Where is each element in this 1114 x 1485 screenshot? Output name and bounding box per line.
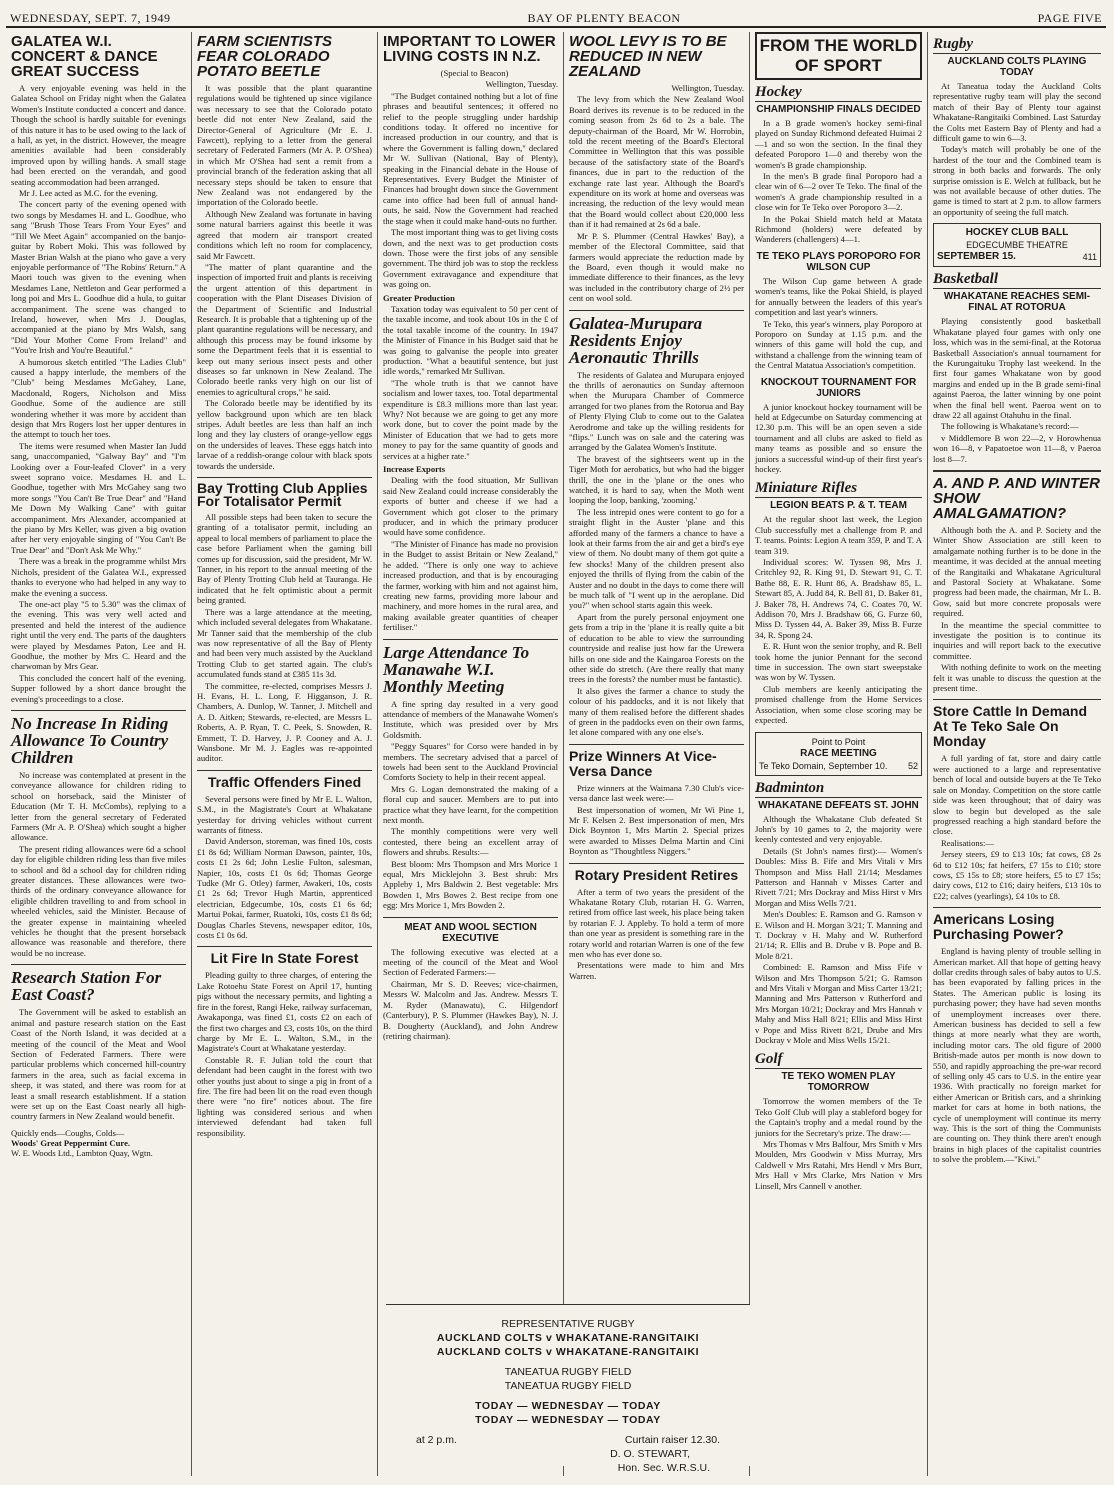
- paragraph: Mr J. Lee acted as M.C. for the evening.: [19, 188, 158, 199]
- ad-line: Quickly ends—Coughs, Colds—: [11, 1127, 125, 1138]
- paper-name: BAY OF PLENTY BEACON: [527, 11, 681, 25]
- article-research-station: [11, 969, 186, 1121]
- divider: [569, 744, 744, 745]
- article-store-cattle: [933, 704, 1101, 901]
- section-rugby: Rugby: [933, 36, 1101, 54]
- paragraph: The monthly competitions were very well contested, there being an excellent array of flowers and shrubs. Results:—: [383, 826, 558, 858]
- article-auckland-colts: [933, 56, 1101, 217]
- subheading: Greater Production: [383, 292, 455, 303]
- article-vice-versa-dance: [569, 749, 744, 857]
- column-6: [928, 32, 1106, 1476]
- headline: TE TEKO PLAYS POROPORO FOR WILSON CUP: [756, 250, 921, 273]
- notice-number: 52: [907, 760, 918, 771]
- paragraph: Although New Zealand was fortunate in having some natural barriers against this beetle it was agreed that modern air transport created conditions which left no room for complacency, said Mr Fawcett.: [197, 208, 372, 261]
- headline: KNOCKOUT TOURNAMENT FOR JUNIORS: [760, 376, 917, 399]
- headline: Large Attendance To Manawahe W.I. Monthly Meeting: [383, 642, 530, 696]
- paragraph: The levy from which the New Zealand Wool Board derives its revenue is to be reduced in the coming season from 2s 6d to 2s a bale. The deputy-chairman of the Board, Mr W. Horrobin, told the recent meeting of the Board's Electoral Committee in Wellington that this was possible because of the satisfactory state of the Board's finances, due in part to the reduction of the exchange rate last year. Although the Board's expenditure on its work at home and overseas was increasing, the reduction of the levy would mean that the Board would collect about £20,000 less than if it had remained at 2s 6d a bale.: [569, 94, 744, 230]
- article-basketball: [933, 291, 1101, 464]
- article-amalgamation: [933, 476, 1101, 694]
- paragraph: The bravest of the sightseers went up in the Tiger Moth for aerobatics, but who had the bigger thrill, the one in the 'plane or the ones who watched, it is hard to say, when the Moth went looping the loop, banking, 'zooming.': [569, 453, 744, 506]
- article-living-costs: [383, 34, 558, 633]
- divider: [197, 946, 372, 947]
- paragraph: A junior knockout hockey tournament will be held at Edgecumbe on Saturday commencing at 12.30 p.m. This will be an open seven a side tournament and all clubs are asked to field as many teams as possible and so ensure the juniors a successful wind-up of their first year's hockey.: [755, 401, 922, 474]
- article-junior-tournament: [755, 377, 922, 475]
- paragraph: Mrs Thomas v Mrs Balfour, Mrs Smith v Mrs Moulden, Mrs Goodwin v Miss Murray, Mrs Caldwell v Mrs Ratahi, Mrs Hendl v Mrs Burr, Mrs Hall v Mrs Clarke, Mrs Nation v Mrs Linsell, Mrs Cannell v another.: [755, 1139, 922, 1191]
- ad-line: at 2 p.m.: [416, 1434, 457, 1446]
- headline: Traffic Offenders Fined: [207, 773, 362, 790]
- newspaper-page: [6, 4, 1106, 1476]
- paragraph: Te Teko, this year's winners, play Poroporo at Poroporo on Sunday at 1.15 p.m. and the winners of this game will hold the cup, and withstand a challenge from the winning team of the Central Matatua Association's competition.: [755, 318, 922, 371]
- article-traffic-offenders: [197, 775, 372, 941]
- divider: [569, 310, 744, 311]
- divider: [11, 964, 186, 965]
- paragraph: Realisations:—: [941, 837, 994, 848]
- article-badminton: [755, 800, 922, 1046]
- paragraph: Constable R. F. Julian told the court that defendant had been caught in the forest with two other youths just about to singe a pig in front of a fire. The fire had been lit on the road even though there were "no fire" notices about. The fire lighting was considered serious and when interviewed defendant had taken full responsibility.: [197, 1054, 372, 1138]
- ad-row: [937, 251, 1097, 263]
- column-5: [750, 32, 928, 1476]
- headline: FARM SCIENTISTS FEAR COLORADO POTATO BEETLE: [197, 33, 333, 80]
- divider: [383, 639, 558, 640]
- paragraph: All possible steps had been taken to secure the granting of a totalisator permit, including an appeal to local members of parliament to place the case before Parliament when the gaming bill comes up for discussion, said the president, Mr W. Tanner, in his report to the annual meeting of the Bay of Plenty Trotting Club held at Tauranga. He indicated that he felt optimistic about a permit being granted.: [197, 512, 372, 606]
- section-golf: Golf: [755, 1051, 922, 1069]
- ad-line: EDGECUMBE THEATRE: [966, 240, 1068, 251]
- peppermint-cure-ad: [11, 1128, 186, 1158]
- headline: Bay Trotting Club Applies For Totalisator Permit: [197, 480, 368, 510]
- paragraph: Mrs G. Logan demonstrated the making of a floral cup and saucer. Members are to put into practice what they have learnt, for the competition next month.: [383, 783, 558, 825]
- article-legion-rifles: [755, 500, 922, 725]
- paragraph: Combined: E. Ramson and Miss Fife v Wilson and Mrs Thompson 5/21; G. Ramson and Mrs Vitali v Morgan and Miss Carter 13/21; Manning and Mrs Patterson v Rutherford and Mrs Morgan 10/21; Dockray and Mrs Hannah v Mahy and Miss Hall 8/21; Ellis and Miss Hirst v Pope and Miss Rivett 8/21, Drube and Mrs Dockray v Mole and Miss Wells 15/21.: [755, 962, 922, 1046]
- paragraph: The Colorado beetle may be identified by its yellow background upon which are ten black stripes. Adult beetles are less than half an inch long and they lay clusters of orange-yellow eggs on the undersides of leaves. These eggs hatch into larvae of a reddish-orange colour with black spots towards the underside.: [197, 398, 372, 471]
- headline: Store Cattle In Demand At Te Teko Sale On Monday: [933, 703, 1088, 750]
- paragraph: This concluded the concert half of the evening. Supper followed by a short dance brought the evening's proceedings to a close.: [11, 672, 186, 704]
- paragraph: The following executive was elected at a meeting of the council of the Meat and Wool Section of Federated Farmers:—: [383, 946, 558, 978]
- headline: CHAMPIONSHIP FINALS DECIDED: [756, 104, 921, 115]
- ad-line: Curtain raiser 12.30.: [624, 1434, 720, 1446]
- issue-date: WEDNESDAY, SEPT. 7, 1949: [10, 11, 171, 25]
- headline: IMPORTANT TO LOWER LIVING COSTS IN N.Z.: [383, 33, 556, 65]
- ad-line: TODAY — WEDNESDAY — TODAY: [475, 1400, 661, 1412]
- columns: [6, 32, 1106, 1476]
- paragraph: A humorous sketch entitled "The Ladies Club" caused a happy interlude, the members of the "Club" being Mesdames McGahey, Lane, Macdonald, Rogers, Nicholson and Miss Goodhue. Some of the audience are still wondering whether it was more by accident than design that Mrs Rogers lost her upper dentures in the attempt to touch her toes.: [11, 356, 186, 440]
- paragraph: A fine spring day resulted in a very good attendance of members of the Manawahe Women's Institute, which was presided over by Mrs Goldsmith.: [383, 698, 558, 740]
- headline: WOOL LEVY IS TO BE REDUCED IN NEW ZEALAND: [569, 33, 727, 80]
- paragraph: The items were resumed when Master Ian Judd sang, unaccompanied, "Galway Bay" and "I'm Looking over a Four-leafed Clover" in a very sweet soprano voice. Mesdames H. and L. Goodhue, together with Mrs McGahey sang two more songs "You Can't Be True Dear" and "Hand Me Down My Walking Cane" with guitar accompaniment. Mrs Alexander, accompanied at the piano by Mrs Keller, was given a big ovation after her very enjoyable singing of "You Can't Be True Dear" and "Don't Ask Me Why.": [11, 440, 186, 555]
- paragraph: The one-act play "5 to 5.30" was the climax of the evening. This was very well acted and presented and held the interest of the audience right until the very end. The parts of the daughters were played by Mesdames Paton, Lee and H. Goodhue, the mother by Mrs C. Heard and the charwoman by Mrs Gear.: [11, 598, 186, 672]
- dateline: Wellington, Tuesday.: [671, 83, 744, 93]
- paragraph: The less intrepid ones were content to go for a straight flight in the Auster 'plane and this afforded many of the farmers a chance to have a look at their farms from the air and get a bird's eye view of them. No doubt many of them got quite a few shocks! Many of the children present also enjoyed the thrills of flying from the cabin of the Auster and no doubt in the days to come there will be much talk of "I went up in the aeroplane. Did you?" when school starts again this week.: [569, 506, 744, 611]
- article-wilson-cup: [755, 251, 922, 371]
- headline: AUCKLAND COLTS PLAYING TODAY: [947, 56, 1087, 78]
- headline: Research Station For East Coast?: [11, 968, 162, 1005]
- paragraph: In the Pokai Shield match held at Matata Richmond (holders) were defeated by Wanderers (challengers) 4—1.: [755, 213, 922, 245]
- paragraph: The committee, re-elected, comprises Messrs J. H. Evans, H. L. Long, F. Higganson, J. R. Chambers, A. Dunlop, W. Tanner, J. Mitchell and A. D. Aitken; Stewards, re-elected, are Messrs L. Roberts, A. P. Ryan, T. C. Peek, S. Snowden, R. Emmett, T. D. Harvey, J. P. Cooney and A. J. Wansbone. Mr M. J. Eagles was re-appointed auditor.: [197, 680, 372, 764]
- paragraph: There was a large attendance at the meeting, which included several delegates from Whakatane. Mr Tanner said that the membership of the club was now representative of all the Bay of Plenty and had been very much assisted by the Auckland Trotting Club to get started again. The club's accumulated funds stand at £385 11s 3d.: [197, 606, 372, 680]
- dateline: Wellington, Tuesday.: [485, 79, 558, 90]
- paragraph: At the regular shoot last week, the Legion Club successfully met a challenge from P. and T. teams. Points: Legion A team 359, P. and T. A team 319.: [755, 514, 922, 556]
- representative-rugby-ad: [386, 1304, 750, 1474]
- headline: A. AND P. AND WINTER SHOW AMALGAMATION?: [933, 474, 1100, 522]
- paragraph: Apart from the purely personal enjoyment one gets from a trip in the 'plane it is really quite a bit of education to be able to view the surrounding countryside and realise just how far the Urewera hills on one side and the Kaingaroa Forests on the other side do stretch. (Are there really that many trees in the forests? the number must be fantastic).: [569, 611, 744, 685]
- paragraph: Men's Doubles: E. Ramson and G. Ramson v E. Wilson and H. Morgan 3/21; T. Manning and T. Dockray v H. Mahy and W. Rutherford 21/14; R. Ellis and B. Drube v B. Pope and B. Mole 8/21.: [755, 909, 922, 961]
- headline: GALATEA W.I. CONCERT & DANCE GREAT SUCCESS: [11, 33, 158, 80]
- section-basketball: Basketball: [933, 271, 1101, 289]
- divider: [11, 710, 186, 711]
- article-state-forest-fire: [197, 951, 372, 1138]
- article-aeronautic-thrills: [569, 315, 744, 738]
- article-galatea-concert: [11, 34, 186, 704]
- headline: LEGION BEATS P. & T. TEAM: [770, 500, 907, 512]
- divider: [933, 470, 1101, 472]
- ad-line: TANEATUA RUGBY FIELD: [504, 1380, 632, 1392]
- paragraph: The Government will be asked to establish an animal and pasture research station on the East Coast of the North Island, it was decided at a meeting of the council of the Meat and Wool Section of Federated Farmers. There were particular problems which concerned hill-country farmers in the area, such as facial excema in sheep, it was stated, and there was room for at least a small research establishment. If a station were set up on the East Coast nearly all high-country farmers in New Zealand would benefit.: [11, 1007, 186, 1122]
- ad-row: [386, 1433, 750, 1447]
- hockey-ball-ad: [933, 223, 1101, 267]
- sport-section-banner: FROM THE WORLD OF SPORT: [755, 32, 922, 80]
- paragraph: The concert party of the evening opened with two songs by Mesdames H. and L. Goodhue, who sang "Brush Those Tears From Your Eyes" and "Till We Meet Again" accompanied on the banjo-guitar by Robert Moki. This was followed by Master Brian Walsh at the piano who gave a very enjoyable performance of "The Robins' Return." A Maori touch was given to the evening when Mesdames Lane, Nettleton and Gear performed a long poi and Mrs L. Goodhue did a hula, to guitar accompaniment. The scene was changed to Ireland, however, when Mrs J. Douglas, accompanied at the piano by Mrs Walsh, sang "Did Your Mother Come From Ireland" and "You're Irish and You're Beautiful.": [11, 199, 186, 356]
- masthead: [6, 4, 1106, 28]
- column-4: [564, 32, 750, 1476]
- divider: [933, 907, 1101, 908]
- ad-line: AUCKLAND COLTS v WHAKATANE-RANGITAIKI: [436, 1346, 700, 1358]
- paragraph: At Taneatua today the Auckland Colts representative rugby team will play the second match of their Bay of Plenty tour against Whakatane-Rangitaiki Combined. Last Saturday the Colts met Eastern Bay of Plenty and had a difficult game to win 6—3.: [933, 81, 1101, 144]
- paragraph: England is having plenty of trouble selling in American market. All that hope of getting heavy dollar credits through sales of baby autos to U.S. has been evaporated by falling prices in the States. The American public is losing its purchasing power; they have had seven months of unemployment increases over there. American business has decided to sell a few things at more nearly what they are worth, including motor cars. The old figure of 2000 British-made autos per month is now down to 550, and rapidly approaching the pre-war record of selling only 45 cars to U.S. in the entire year 1936. With practically no foreign market for either American or British cars, and a shrinking market for cars at home in both nations, the cycle of unemployment will continue its merry way. This is the sort of thing the Communists are counting on. They think there aren't enough brains in high places of the capitalist countries to solve the problem.—"Kiwi.": [933, 946, 1101, 1165]
- ad-number: 411: [1082, 252, 1097, 263]
- ad-line: W. E. Woods Ltd., Lambton Quay, Wgtn.: [11, 1147, 153, 1158]
- ad-line: Woods' Great Peppermint Cure.: [11, 1137, 131, 1148]
- article-wool-levy: [569, 34, 744, 304]
- headline: Lit Fire In State Forest: [210, 950, 359, 967]
- paragraph: Prize winners at the Waimana 7.30 Club's vice-versa dance last week were:—: [569, 782, 744, 804]
- article-golf: [755, 1071, 922, 1191]
- paragraph: Although the Whakatane Club defeated St John's by 10 games to 2, the majority were keenly contested and very enjoyable.: [755, 813, 922, 845]
- paragraph: In a B grade women's hockey semi-final played on Sunday Richmond defeated Huimai 2—1 and so won the section. In the final they defeated Poroporo 1—0 and thereby won the women's B grade championship.: [755, 118, 922, 170]
- paragraph: v Middlemore B won 22—2, v Horowhenua won 16—8, v Papatoetoe won 11—8, v Paeroa lost 8—7.: [933, 432, 1101, 464]
- paragraph: No increase was contemplated at present in the conveyance allowance for children riding to school on horseback, said the Minister of Education (Mr T. H. McCombs), replying to a letter from the general secretary of Federated Farmers (Mr A. P. O'Shea) which sought a higher allowance.: [11, 769, 186, 843]
- paragraph: With nothing definite to work on the meeting felt it was unable to discuss the question at the present time.: [933, 662, 1101, 694]
- paragraph: Pleading guilty to three charges, of entering the Lake Rotoehu State Forest on April 17, hunting pigs without the necessary permits, and lighting a fire in the forest, Rangi Heke, railway surfaceman, Awakaponga, was fined £1, costs £2 on each of the first two charges and £3, costs 10s, on the third charge by Mr E. L. Walton, S.M., in the Magistrate's Court at Whakatane yesterday.: [197, 970, 372, 1054]
- ad-line: HOCKEY CLUB BALL: [965, 227, 1069, 239]
- divider: [933, 699, 1101, 700]
- paragraph: A full yarding of fat, store and dairy cattle were auctioned to a large and representative bench of local and outside buyers at the Te Teko sale on Monday. Competition on the store cattle side was keen throughout; that of dairy was slow to begin but developed as the sale progressed reaching a high standard before the close.: [933, 753, 1101, 837]
- paragraph: The following is Whakatane's record:—: [941, 421, 1079, 432]
- notice-line: Point to Point: [811, 736, 866, 747]
- paragraph: "The Budget contained nothing but a lot of fine phrases and beautiful sentences; it offered no relief to the people struggling under hardship conditions today. It offered no incentive for increased production in our country, and that is where the Government is falling down," declared Mr W. Sullivan (National, Bay of Plenty), speaking in the Financial debate in the House of Representatives. Every Budget the Minister of Finances had brought down since the Government came into office had been full of annual hand-outs, he said. Now the Government had reached the stage when it could make hand-outs no further.: [383, 90, 558, 226]
- article-meat-wool-executive: [383, 922, 558, 1042]
- notice-line: Te Teko Domain, September 10.: [759, 760, 888, 771]
- paragraph: E. R. Hunt won the senior trophy, and R. Bell took home the junior Pennant for the second time in succession. The own start sweepstake was won by W. Tyssen.: [755, 641, 922, 683]
- paragraph: It also gives the farmer a chance to study the colour of his paddocks, and it is not likely that many of them realised before the different shades of green in the paddocks even on their own farms, let alone compared with any one else's.: [569, 685, 744, 738]
- paragraph: It was possible that the plant quarantine regulations would be tightened up since vigilance was necessary to see that the Colorado potato beetle did not enter New Zealand, said the Director-General of Agriculture (Mr E. J. Fawcett), replying to a letter from the general secretary of Federated Farmers (Mr A. P. O'Shea) in which Mr O'Shea had sent a remit from a provincial branch of the federation asking that all necessary steps should be taken to ensure that New Zealand was not endangered by the importation of the Colorado beetle.: [197, 83, 372, 208]
- paragraph: The most important thing was to get living costs down, and the next was to get production costs down. Those were the first jobs of any sensible government. The third job was to stop the reckless Government extravagance and expenditure that was going on.: [383, 227, 558, 290]
- ad-line: TANEATUA RUGBY FIELD: [504, 1366, 632, 1378]
- notice-line: RACE MEETING: [800, 747, 877, 759]
- paragraph: Best bloom: Mrs Thompson and Mrs Morice 1 equal, Mrs Micklejohn 3. Best shrub: Mrs Appleby 1, Mrs Baldwin 2. Best vegetable: Mrs Bowden 1, Mrs Bowes 2. Best recipe from one egg: Mrs Morice 1, Mrs Bowden 2.: [383, 858, 558, 911]
- paragraph: "The Minister of Finance has made no provision in the Budget to assist Britain or New Zealand," he added. "There is only one way to achieve increased production, and that is by encouraging the farmer, working with him and not against him, creating new farms, providing more labour and machinery, and more homes in the rural area, and making available greater quantities of cheaper fertiliser.": [383, 538, 558, 633]
- paragraph: Presentations were made to him and Mrs Warren.: [569, 960, 744, 981]
- paragraph: Dealing with the food situation, Mr Sullivan said New Zealand could increase considerably the exports of butter and cheese if we had a Government which got closer to the primary producer, and in which the primary producer would have some confidence.: [383, 475, 558, 538]
- article-trotting-club: [197, 482, 372, 764]
- article-purchasing-power: [933, 912, 1101, 1165]
- headline: WHAKATANE DEFEATS ST. JOHN: [758, 799, 919, 811]
- column-3: [378, 32, 564, 1476]
- byline: (Special to Beacon): [440, 68, 509, 78]
- race-meeting-notice: [755, 732, 922, 776]
- article-colorado-beetle: [197, 34, 372, 471]
- article-hockey-finals: [755, 104, 922, 245]
- section-hockey: Hockey: [755, 84, 922, 102]
- paragraph: "The whole truth is that we cannot have socialism and lower taxes, too. Total departmental expenditure is £8.3 millions more than last year. Why? Not because we are going to get any more work done, but to cover the point made by the Minister of Education that we had to gets more money to pay for the same quantity of goods and services at a higher rate.": [383, 377, 558, 461]
- paragraph: Playing consistently good basketball Whakatane played four games with only one loss, which was in the semi-final, at the Rotorua Basketball Association's annual tournament for the Kurungaituku Trophy last weekend. In the first four games Whakatane won by good margins and ended up in the B grade semi-final against Paeroa, the latter winning by one point when the final bell went. Paeroa went on to draw 22 all against Otahuhu in the final.: [933, 316, 1101, 420]
- paragraph: Mr P. S. Plummer (Central Hawkes' Bay), a member of the Electoral Committee, said that farmers would appreciate the reduction made by the Board, even though it would make no immediate difference to their finances, as the levy was included in the contributory charge of 2½ per cent on wool sold.: [569, 230, 744, 304]
- column-2: [192, 32, 378, 1476]
- divider: [197, 770, 372, 771]
- headline: Rotary President Retires: [574, 866, 739, 883]
- paragraph: Best impersonation of women, Mr Wi Pine 1, Mr F. Kelsen 2. Best impersonation of men, Mrs Dick Boynton 1, Mrs Martin 2. Special prizes were awarded to Misses Delma Martin and Cini Boynton as "Thoughtless Niggers.": [569, 804, 744, 857]
- divider: [383, 917, 558, 918]
- headline: No Increase In Riding Allowance To Country Children: [11, 713, 169, 767]
- article-rotary-president: [569, 868, 744, 982]
- paragraph: The Wilson Cup game between A grade women's teams, like the Pokai Shield, is played for annually between the leaders of this year's competition and last year's winners.: [755, 275, 922, 318]
- section-miniature-rifles: Miniature Rifles: [755, 480, 922, 498]
- paragraph: Today's match will probably be one of the hardest of the tour and the Combined team is strong in both backs and forwards. The only surprise omission is E. Welch at fullback, but he was not available because of other duties. The game is timed to start at 2 p.m. to allow farmers an opportunity of seeing the full match.: [933, 144, 1101, 217]
- article-manawahe-wi: [383, 644, 558, 911]
- section-badminton: Badminton: [755, 780, 922, 798]
- headline: Galatea-Murupara Residents Enjoy Aeronautic Thrills: [569, 313, 703, 367]
- paragraph: Several persons were fined by Mr E. L. Walton, S.M., in the Magistrate's Court at Whakatane yesterday for driving vehicles without current warrants of fitness.: [197, 793, 372, 835]
- paragraph: "The matter of plant quarantine and the inspection of imported fruit and plants is receiving the urgent attention of this department in cooperation with the Plant Diseases Division of the Department of Scientific and Industrial Research. It is probable that a tightening up of the plant quarantine regulations will be necessary, and although this process may be found irksome by some the Department feels that it is essential to keep out many serious insect pests and other diseases so far unknown in New Zealand. The Colorado beetle ranks very high on our list of enemies to agricultural crops," he said.: [197, 261, 372, 397]
- divider: [197, 477, 372, 478]
- paragraph: David Anderson, storeman, was fined 10s, costs £1 8s 6d; William Norman Dawson, painter, 10s, costs £1 2s 6d; John Leslie Fulton, salesman, Napier, 10s, costs £1 0s 6d; Thomas George Tudke (Mr G. Otley) farmer, Awakeri, 10s, costs £1 2s 6d; Trevor Hugh Martin, apprenticed electrician, Edgecumbe, 10s, costs £1 6s 6d; Martui Pokai, farmer, Ruatoki, 10s, costs £1 8s 6d; Douglas Charles Stevens, newspaper editor, 10s, costs £1 0s 6d.: [197, 836, 372, 941]
- article-riding-allowance: [11, 715, 186, 958]
- headline: Prize Winners At Vice-Versa Dance: [569, 747, 717, 779]
- paragraph: Club members are keenly anticipating the promised challenge from the Home Services Association, when some close scoring may be expected.: [755, 683, 922, 726]
- notice-row: [759, 760, 918, 772]
- paragraph: There was a break in the programme whilst Mrs Nichols, president of the Galatea W.I., expressed thanks to everyone who had helped in any way to make the evening a success.: [11, 556, 186, 598]
- paragraph: In the meantime the special committee to investigate the position is to continue its inquiries and will report back to the executive committee.: [933, 619, 1101, 661]
- headline: MEAT AND WOOL SECTION EXECUTIVE: [404, 921, 537, 944]
- column-1: [6, 32, 192, 1476]
- headline: Americans Losing Purchasing Power?: [933, 911, 1064, 943]
- paragraph: Taxation today was equivalent to 50 per cent of the taxable income, and took about 10s in the £ of the total taxable income of the country. In 1947 the Minister of Finance in his Budget said that he was going to galvanise the people into greater production. "What a beautiful sentence, but just idle words," remarked Mr Sullivan.: [383, 303, 558, 377]
- divider: [569, 863, 744, 864]
- ad-line: SEPTEMBER 15.: [937, 251, 1016, 263]
- ad-line: REPRESENTATIVE RUGBY: [501, 1318, 635, 1330]
- paragraph: "Peggy Squares" for Corso were handed in by members. The secretary advised that a parcel of towels had been sent to the Auckland Provincial Comforts Society to help in their recent appeal.: [383, 741, 558, 783]
- paragraph: Tomorrow the women members of the Te Teko Golf Club will play a stableford bogey for the Captain's trophy and a medal round by the juniors for the Secretary's prize. The draw:—: [755, 1096, 922, 1138]
- subheading: Increase Exports: [383, 464, 446, 475]
- ad-line: AUCKLAND COLTS v WHAKATANE-RANGITAIKI: [436, 1332, 700, 1344]
- ad-line: Hon. Sec. W.R.S.U.: [617, 1462, 710, 1474]
- paragraph: Jersey steers, £9 to £13 10s; fat cows, £8 2s 6d to £12 10s; fat heifers, £7 15s to £10; store cows, £5 15s to £8; store heifers, £5 to £7 15s; dairy cows, £12 to £16; dairy heifers, £13 10s to £22; calves (yearlings), £4 10s to £8.: [933, 849, 1101, 901]
- ad-line: D. O. STEWART,: [610, 1448, 690, 1460]
- paragraph: In the men's B grade final Poroporo had a clear win of 6—2 over Te Teko. The final of the women's A grade championship resulted in a close win for Te Teko over Poroporo 3—2.: [755, 171, 922, 213]
- paragraph: The present riding allowances were 6d a school day for eligible children riding less than five miles to school and 8d a school day for children riding greater distances. These allowances were two-thirds of the ordinary conveyance allowance for eligible children travelling to and from school in wheeled vehicles, said the Minister. Because of the greater expense in maintaining wheeled vehicles he thought that the present horseback allowance was reasonable and therefore, there would be no increase.: [11, 843, 186, 958]
- page-number: PAGE FIVE: [1037, 11, 1102, 25]
- paragraph: Chairman, Mr S. D. Reeves; vice-chairmen, Messrs W. Malcolm and Jas. Andrew. Messrs T. M. Ryder (Manawatu), C. Hilgendorf (Canterbury), P. S. Plummer (Hawkes Bay), N. J. B. Dougherty (Auckland), and John Andrew (retiring chairman).: [383, 978, 558, 1041]
- paragraph: Although both the A. and P. Society and the Winter Show Association are still keen to amalgamate nothing further is to be done in the meantime, it was decided at the annual meeting of the Rangitaiki and Whakatane Agricultural and Pastoral Society at Whakatane. Some progress had been made, the chairman, Mr L. B. Gow, said but more concrete proposals were required.: [933, 524, 1101, 619]
- headline: WHAKATANE REACHES SEMI-FINAL AT ROTORUA: [943, 291, 1091, 314]
- paragraph: Individual scores: W. Tyssen 98, Mrs J. Critchley 92, R. King 91, D. Stewart 91, C. T. Bathe 88, E. R. Hunt 86, A. Bradshaw 85, L. Stewart 85, A. Judd 84, R. Bell 81, D. Baker 81, J. Baker 78, H. Andrews 74, C. Coates 70, W. Addison 70, Mrs J. Bradshaw 66, G. Furze 60, Miss D. Tyssen 44, A. Baker 39, Miss B. Furze 34, R. Spong 24.: [755, 557, 922, 640]
- ad-line: TODAY — WEDNESDAY — TODAY: [475, 1414, 661, 1426]
- paragraph: After a term of two years the president of the Whakatane Rotary Club, rotarian H. G. Warren, retired from office last week, his place being taken by rotarian F. J. Appleby. To hold a term of more than one year as president is something rare in the rotary world and rotarian Warren is one of the few men who has ever done so.: [569, 886, 744, 960]
- headline: TE TEKO WOMEN PLAY TOMORROW: [781, 1071, 896, 1094]
- paragraph: A very enjoyable evening was held in the Galatea School on Friday night when the Galatea Women's Institute conducted a concert and dance. Though the school is hardly suitable for evenings of this nature it has to be used owing to the lack of a hall, as yet, in the district. However, the meagre amenities available had been considerably improved upon by willing hands. A small stage had been erected on the verandah, and good seating accommodation had been arranged.: [11, 83, 186, 187]
- paragraph: The residents of Galatea and Murupara enjoyed the thrills of aeronautics on Sunday afternoon when the Murupara Chamber of Commerce arranged for two planes from the Rotorua and Bay of Plenty Flying Club to come out to the Galatea Aerodrome and take up the willing residents for "flips." Lunch was on sale and the catering was arranged by the Galatea Women's Institute.: [569, 369, 744, 453]
- paragraph: Details (St John's names first):— Women's Doubles: Miss B. Fife and Mrs Vitali v Mrs Thompson and Miss Hall 21/14; Mesdames Patterson and Hannah v Misses Carter and Rivett 7/21; Mrs Dockray and Miss Hirst v Mrs Morgan and Miss Wells 7/21.: [755, 845, 922, 908]
